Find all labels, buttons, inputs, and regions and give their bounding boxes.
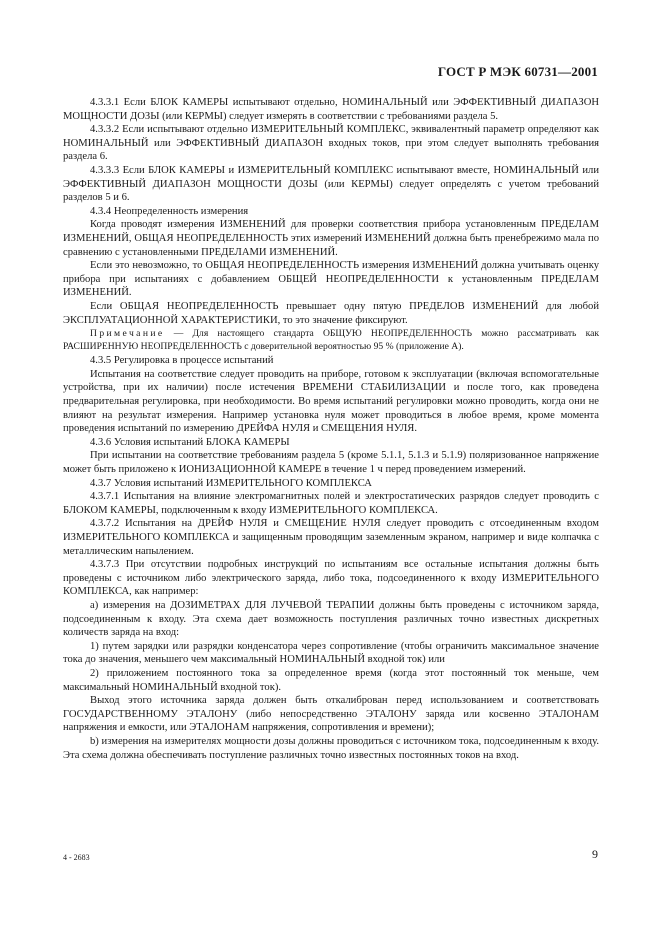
paragraph: Если это невозможно, то ОБЩАЯ НЕОПРЕДЕЛЕННОСТЬ измерения ИЗМЕНЕНИЙ должна учитывать оценку прибора при испытаниях с добавлением ОБЩЕЙ НЕОПРЕДЕЛЕННОСТИ к установленным ПРЕДЕЛАМ ИЗМЕНЕНИЙ. [63, 260, 599, 299]
paragraph: 4.3.3.3 Если БЛОК КАМЕРЫ и ИЗМЕРИТЕЛЬНЫЙ КОМПЛЕКС испытывают вместе, НОМИНАЛЬНЫЙ или ЭФФЕКТИВНЫЙ ДИАПАЗОН МОЩНОСТИ ДОЗЫ (или КЕРМЫ) следует определять с учетом требований разделов 5 и 6. [63, 164, 599, 204]
paragraph: При испытании на соответствие требованиям раздела 5 (кроме 5.1.1, 5.1.3 и 5.1.9) поляризованное напряжение может быть приложено к ИОНИЗАЦИОННОЙ КАМЕРЕ в течение 1 ч перед проведением измерений. [63, 450, 599, 476]
paragraph: 4.3.3.2 Если испытывают отдельно ИЗМЕРИТЕЛЬНЫЙ КОМПЛЕКС, эквивалентный параметр определяют как НОМИНАЛЬНЫЙ или ЭФФЕКТИВНЫЙ ДИАПАЗОН входных токов, при этом следует выполнять требования раздела 6. [63, 124, 599, 163]
list-item: 1) путем зарядки или разрядки конденсатора через сопротивление (чтобы ограничить максимальное значение тока до значения, меньшего чем максимальный НОМИНАЛЬНЫЙ входной ток) или [63, 640, 599, 666]
section-heading: 4.3.7 Условия испытаний ИЗМЕРИТЕЛЬНОГО КОМПЛЕКСА [90, 477, 372, 489]
list-item: 2) приложением постоянного тока за определенное время (когда этот постоянный ток меньше, чем максимальный НОМИНАЛЬНЫЙ входной ток). [63, 667, 599, 693]
paragraph: 4.3.7.1 Испытания на влияние электромагнитных полей и электростатических разрядов следует проводить с БЛОКОМ КАМЕРЫ, подключенным к входу ИЗМЕРИТЕЛЬНОГО КОМПЛЕКСА. [63, 491, 599, 516]
paragraph: Выход этого источника заряда должен быть откалиброван перед использованием и соответствовать ГОСУДАРСТВЕННОМУ ЭТАЛОНУ (либо непосредственно ЭТАЛОНУ заряда или косвенно ЭТАЛОНАМ напряжения и емкости, или ЭТАЛОНАМ напряжения, сопротивления и времени); [63, 695, 599, 734]
note-text: — Для настоящего стандарта ОБЩУЮ НЕОПРЕДЕЛЕННОСТЬ можно рассматривать как РАСШИРЕННУЮ НЕОПРЕДЕЛЕННОСТЬ с доверительной вероятностью 95 % (приложение А). [63, 328, 599, 352]
list-item: а) измерения на ДОЗИМЕТРАХ ДЛЯ ЛУЧЕВОЙ ТЕРАПИИ должны быть проведены с источником заряда, подсоединенным к входу. Эта схема дает возможность поступления различных точно известных дискретных количеств заряда на вход: [63, 599, 599, 639]
print-code: 4 - 2683 [63, 853, 90, 862]
standard-header: ГОСТ Р МЭК 60731—2001 [437, 64, 598, 79]
note-label: Примечание [90, 328, 165, 340]
section-heading: 4.3.4 Неопределенность измерения [90, 205, 249, 217]
section-heading: 4.3.5 Регулировка в процессе испытаний [90, 355, 274, 367]
paragraph: 4.3.3.1 Если БЛОК КАМЕРЫ испытывают отдельно, НОМИНАЛЬНЫЙ или ЭФФЕКТИВНЫЙ ДИАПАЗОН МОЩНОСТИ ДОЗЫ (или КЕРМЫ) следует измерять в соответствии с требованиями раздела 5. [63, 97, 599, 122]
document-body [63, 96, 599, 762]
note [63, 328, 599, 353]
paragraph: 4.3.7.2 Испытания на ДРЕЙФ НУЛЯ и СМЕЩЕНИЕ НУЛЯ следует проводить с отсоединенным входом ИЗМЕРИТЕЛЬНОГО КОМПЛЕКСА и защищенным проводящим заземленным экраном, например и виде колпачка с металлическим напылением. [63, 518, 599, 557]
paragraph: 4.3.7.3 При отсутствии подробных инструкций по испытаниям все остальные испытания должны быть проведены с источником либо электрического заряда, либо тока, подсоединенного к входу ИЗМЕРИТЕЛЬНОГО КОМПЛЕКСА, как например: [63, 559, 599, 598]
page-number: 9 [592, 847, 598, 861]
list-item: b) измерения на измерителях мощности дозы должны проводиться с источником тока, подсоединенным к входу. Эта схема должна обеспечивать поступление различных точно известных постоянных токов на вход. [63, 735, 599, 761]
paragraph: Когда проводят измерения ИЗМЕНЕНИЙ для проверки соответствия прибора установленным ПРЕДЕЛАМ ИЗМЕНЕНИЙ, ОБЩАЯ НЕОПРЕДЕЛЕННОСТЬ этих измерений ИЗМЕНЕНИЙ должна быть пренебрежимо мала по сравнению с установленными ПРЕДЕЛАМИ ИЗМЕНЕНИЙ. [63, 219, 599, 258]
paragraph: Если ОБЩАЯ НЕОПРЕДЕЛЕННОСТЬ превышает одну пятую ПРЕДЕЛОВ ИЗМЕНЕНИЙ для любой ЭКСПЛУАТАЦИОННОЙ ХАРАКТЕРИСТИКИ, то это значение фиксируют. [63, 300, 599, 326]
section-heading: 4.3.6 Условия испытаний БЛОКА КАМЕРЫ [90, 436, 290, 448]
paragraph: Испытания на соответствие следует проводить на приборе, готовом к эксплуатации (включая вспомогательные устройства, при их наличии) после истечения ВРЕМЕНИ СТАБИЛИЗАЦИИ и после того, как проведена предварительная регулировка, при необходимости. Во время испытаний регулировки можно проводить, когда они не влияют на результат измерения. Например установка нуля может проводиться в любое время, кроме момента проведения испытаний по измерению ДРЕЙФА НУЛЯ и СМЕЩЕНИЯ НУЛЯ. [63, 368, 599, 435]
